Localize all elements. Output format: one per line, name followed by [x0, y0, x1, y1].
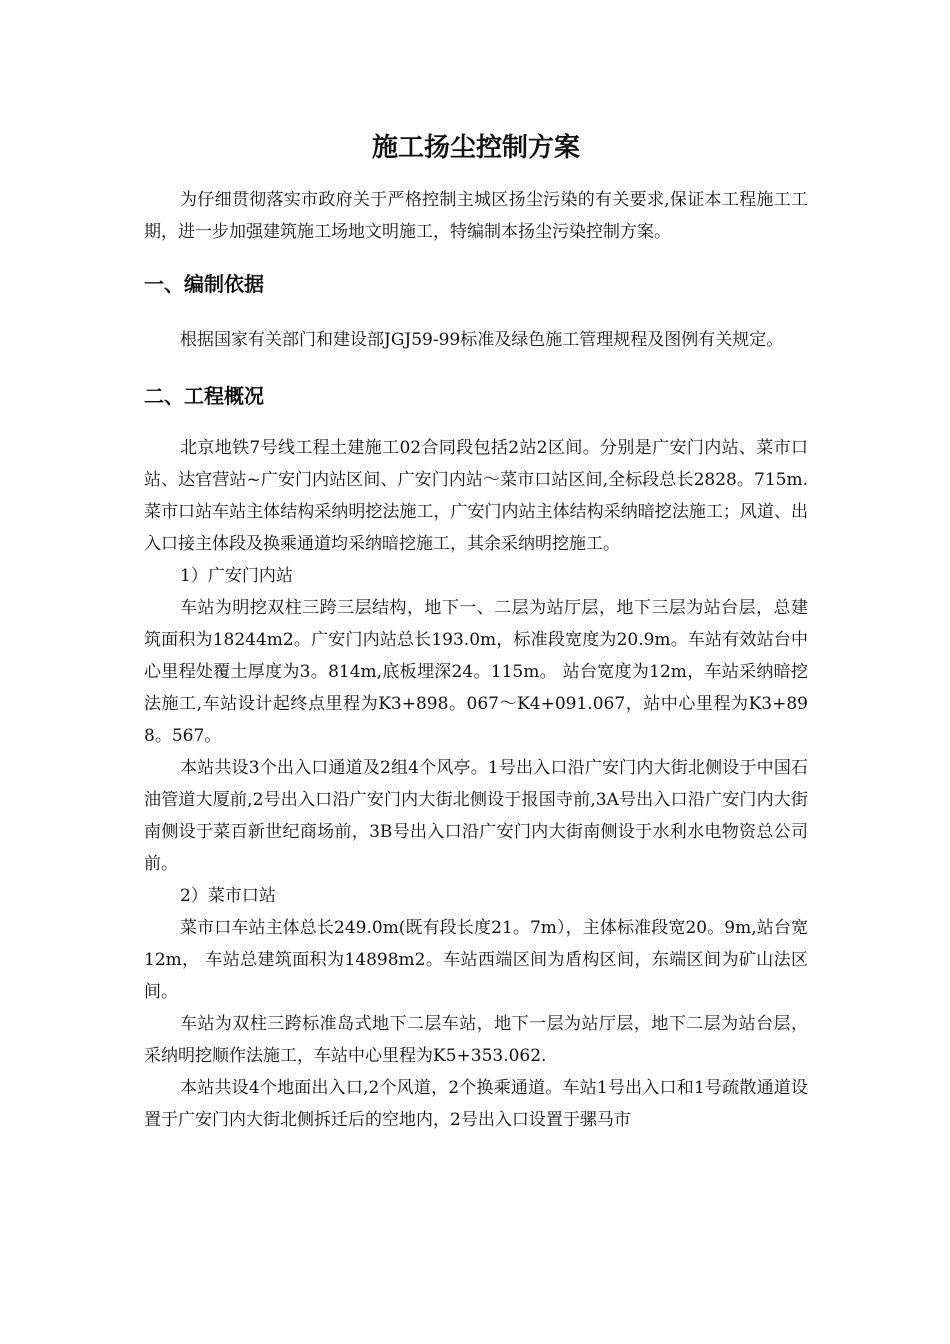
subsection-title-caishikou: 2）菜市口站 [180, 886, 276, 906]
basis-paragraph: 根据国家有关部门和建设部JGJ59-99标准及绿色施工管理规程及图例有关规定。 [180, 330, 784, 350]
caishikou-paragraph-3: 本站共设4个地面出入口,2个风道，2个换乘通道。车站1号出入口和1号疏散通道设置于广安门内大街北侧拆迁后的空地内，2号出入口设置于骡马市 [144, 1078, 808, 1130]
guanganmennei-paragraph-1: 车站为明挖双柱三跨三层结构，地下一、二层为站厅层，地下三层为站台层，总建筑面积为18244m2。广安门内站总长193.0m，标准段宽度为20.9m。车站有效站台中心里程处覆土厚度为3。814m,底板埋深24。115m。 站台宽度为12m，车站采纳暗挖法施工,车站设计起终点里程为K3+898。067～K4+091.067，站中心里程为K3+898。567。 [144, 598, 808, 746]
subsection-title-guanganmennei: 1）广安门内站 [180, 566, 293, 586]
section-heading-overview: 二、工程概况 [144, 384, 264, 408]
overview-paragraph: 北京地铁7号线工程土建施工02合同段包括2站2区间。分别是广安门内站、菜市口站、达官营站~广安门内站区间、广安门内站～菜市口站区间,全标段总长2828。715m.菜市口站车站主体结构采纳明挖法施工，广安门内站主体结构采纳暗挖法施工；风道、出入口接主体段及换乘通道均采纳暗挖施工，其余采纳明挖施工。 [144, 438, 808, 554]
guanganmennei-paragraph-2: 本站共设3个出入口通道及2组4个风亭。1号出入口沿广安门内大街北侧设于中国石油管道大厦前,2号出入口沿广安门内大街北侧设于报国寺前,3A号出入口沿广安门内大街南侧设于菜百新世纪商场前，3B号出入口沿广安门内大街南侧设于水利水电物资总公司前。 [144, 758, 808, 874]
section-heading-basis: 一、编制依据 [144, 272, 264, 296]
caishikou-paragraph-1: 菜市口车站主体总长249.0m(既有段长度21。7m），主体标准段宽20。9m,站台宽12m， 车站总建筑面积为14898m2。车站西端区间为盾构区间，东端区间为矿山法区间。 [144, 918, 808, 1002]
caishikou-paragraph-2: 车站为双柱三跨标准岛式地下二层车站，地下一层为站厅层，地下二层为站台层，采纳明挖顺作法施工，车站中心里程为K5+353.062. [144, 1014, 808, 1066]
document-title: 施工扬尘控制方案 [371, 133, 580, 163]
document-body [144, 128, 808, 1136]
intro-paragraph: 为仔细贯彻落实市政府关于严格控制主城区扬尘污染的有关要求,保证本工程施工工期，进一步加强建筑施工场地文明施工，特编制本扬尘污染控制方案。 [144, 190, 808, 242]
